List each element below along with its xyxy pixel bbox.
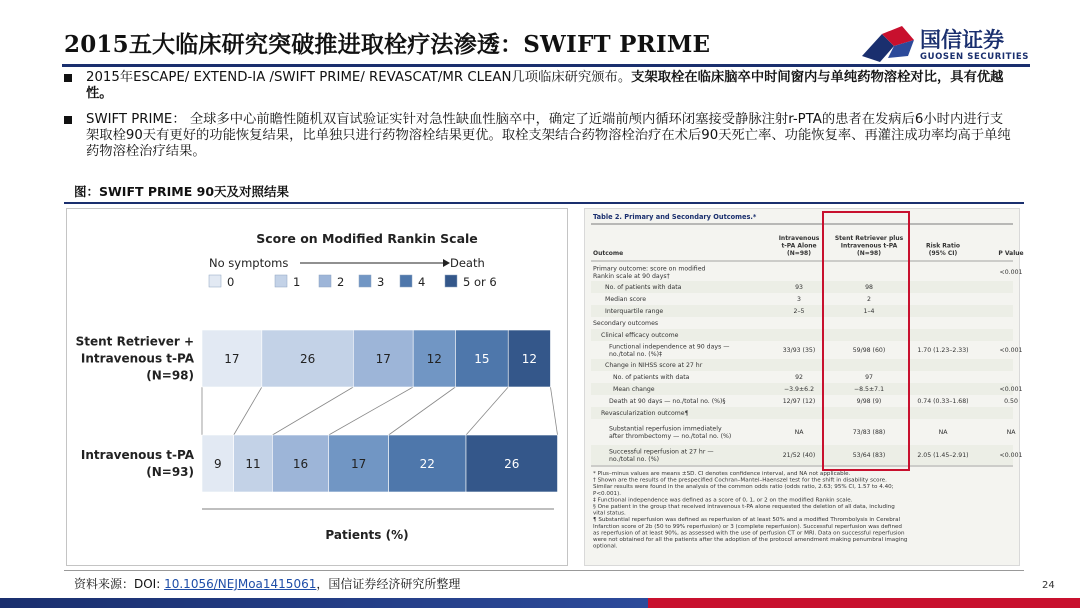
table-cell-12-0-0: Substantial reperfusion immediately: [609, 425, 722, 433]
table-header-0-0: Outcome: [593, 250, 624, 257]
table-cell-6-1: 33/93 (35): [782, 347, 816, 355]
category-label-0-0: Stent Retriever +: [75, 334, 194, 349]
connector-line-4: [389, 387, 456, 435]
bar-value-label-1-1: 11: [245, 457, 261, 471]
bar-value-label-1-0: 9: [214, 457, 222, 471]
table-header-3-1: (95% CI): [928, 250, 958, 257]
scale-right-label: Death: [450, 256, 485, 270]
table-footnote-4-2: as reperfusion of at least 90%, as assessed with the use of perfusion CT or MRI. Data on successful reperfusion: [593, 530, 905, 537]
table-cell-1-2: 98: [865, 284, 873, 292]
legend-label-3: 3: [377, 275, 385, 289]
table-cell-10-2: 9/98 (9): [856, 398, 882, 406]
source-prefix: 资料来源：DOI:: [74, 577, 165, 591]
table-row-bg-2: [591, 293, 1013, 305]
legend-swatch-0: [209, 275, 221, 287]
legend-label-2: 2: [337, 275, 345, 289]
table-header-1-2: (N=98): [787, 250, 811, 257]
table-cell-0-4: <0.001: [999, 269, 1023, 277]
table-cell-3-0-0: Interquartile range: [605, 308, 664, 316]
legend-label-0: 0: [227, 275, 235, 289]
table-header-1-0: Intravenous: [778, 235, 820, 242]
bullet-square-icon: [64, 74, 72, 82]
connector-line-6: [550, 387, 557, 435]
bar-value-label-0-3: 12: [426, 352, 442, 366]
table-cell-2-2: 2: [867, 296, 871, 304]
table-header-1-1: t-PA Alone: [781, 242, 817, 250]
table-cell-12-2: 73/83 (88): [852, 429, 886, 437]
logo-en-text: GUOSEN SECURITIES: [920, 52, 1029, 62]
table-cell-10-3: 0.74 (0.33–1.68): [917, 398, 969, 406]
table-cell-0-0-1: Rankin scale at 90 days†: [593, 273, 670, 280]
table-cell-12-1: NA: [794, 429, 804, 437]
page-title: 2015五大临床研究突破推进取栓疗法渗透：SWIFT PRIME: [64, 31, 711, 58]
legend-swatch-3: [359, 275, 371, 287]
table-cell-4-0-0: Secondary outcomes: [593, 320, 659, 328]
table-footnote-3-0: § One patient in the group that received intravenous t-PA alone requested the deletion of all data, including: [593, 504, 895, 510]
table-cell-1-0-0: No. of patients with data: [605, 284, 682, 292]
table-cell-3-1: 2–5: [793, 308, 805, 316]
table-cell-9-2: −8.5±7.1: [853, 386, 885, 394]
table-cell-10-4: 0.50: [1004, 398, 1018, 406]
table-footnote-0-0: * Plus–minus values are means ±SD. CI denotes confidence interval, and NA not applicable.: [593, 471, 851, 477]
doi-link[interactable]: 10.1056/NEJMoa1415061: [164, 577, 317, 591]
category-label-1-1: (N=93): [146, 465, 194, 479]
table-cell-10-1: 12/97 (12): [782, 398, 816, 406]
table-cell-8-1: 92: [795, 374, 803, 382]
category-label-1-0: Intravenous t-PA: [80, 448, 194, 462]
table-cell-13-0-1: no./total no. (%): [609, 456, 660, 463]
table-cell-2-1: 3: [797, 296, 801, 304]
table-cell-13-0-0: Successful reperfusion at 27 hr —: [609, 448, 714, 456]
table-cell-9-1: −3.9±6.2: [783, 386, 815, 394]
table-cell-12-3: NA: [938, 429, 948, 437]
table-cell-6-0-0: Functional independence at 90 days —: [609, 343, 730, 351]
table-cell-8-2: 97: [865, 374, 873, 382]
scale-arrow-head: [443, 259, 450, 267]
table-header-2-1: Intravenous t-PA: [840, 242, 898, 250]
table-footnote-4-1: Infarction score of 2b (50 to 99% reperfusion) or 3 (complete reperfusion). Successful reperfusion was defined: [593, 523, 902, 530]
table-header-3-0: Risk Ratio: [925, 242, 961, 250]
source-note: [74, 575, 460, 592]
bar-value-label-0-0: 17: [224, 352, 240, 366]
table-cell-8-0-0: No. of patients with data: [613, 374, 690, 382]
bar-value-label-0-5: 12: [521, 352, 538, 366]
bar-value-label-1-2: 16: [292, 457, 309, 471]
table-header-4-0: P Value: [998, 250, 1024, 257]
table-footnote-2-0: ‡ Functional independence was defined as a score of 0, 1, or 2 on the modified Rankin scale.: [593, 497, 853, 504]
legend-label-5: 5 or 6: [463, 275, 497, 289]
table-cell-9-4: <0.001: [999, 386, 1023, 394]
bullet-1-text: 2015年ESCAPE/ EXTEND-IA /SWIFT PRIME/ REVASCAT/MR CLEAN几项临床研究颁布。: [86, 70, 632, 85]
table-footnote-4-3: were not obtained for all the patients after the adoption of the protocol amendment making penumbral imaging: [593, 537, 908, 543]
table-cell-10-0-0: Death at 90 days — no./total no. (%)§: [609, 398, 726, 406]
bullet-2: [64, 112, 1014, 164]
bullet-2-text: SWIFT PRIME： 全球多中心前瞻性随机双盲试验证实针对急性缺血性脑卒中，确定了近端前颅内循环闭塞接受静脉注射r-PTA的患者在发病后6小时内进行支架取栓90天有更好的功能恢复结果，比单独只进行药物溶栓结果更优。取栓支架结合药物溶栓治疗在术后90天死亡率、功能恢复率、再灌注成功率均高于单纯药物溶栓治疗结果。: [86, 112, 1011, 159]
bullet-1: [64, 70, 1014, 104]
table-caption: Table 2. Primary and Secondary Outcomes.*: [593, 213, 757, 221]
table-cell-13-1: 21/52 (40): [782, 452, 816, 460]
outcomes-table: [585, 209, 1024, 565]
bar-value-label-1-5: 26: [504, 457, 520, 471]
footer-bar: [0, 598, 1080, 608]
table-cell-3-2: 1–4: [863, 308, 875, 316]
category-label-0-1: Intravenous t-PA: [80, 351, 194, 366]
table-cell-6-3: 1.70 (1.23–2.33): [917, 347, 969, 355]
mrs-stacked-bar-chart: [67, 209, 567, 565]
table-cell-6-0-1: no./total no. (%)‡: [609, 351, 663, 358]
connector-line-1: [234, 387, 262, 435]
page-number: 24: [1042, 580, 1055, 591]
bullet-square-icon: [64, 116, 72, 124]
table-cell-1-1: 93: [795, 284, 803, 292]
table-footnote-3-1: vital status.: [593, 510, 626, 517]
table-cell-12-4: NA: [1006, 429, 1016, 437]
figure-divider: [64, 202, 1024, 204]
source-suffix: ，国信证券经济研究所整理: [316, 577, 461, 591]
table-cell-5-0-0: Clinical efficacy outcome: [601, 332, 679, 340]
bar-value-label-1-4: 22: [419, 457, 435, 471]
table-cell-13-2: 53/64 (83): [852, 452, 886, 460]
outcomes-table-panel: [584, 208, 1024, 566]
table-cell-12-0-1: after thrombectomy — no./total no. (%): [609, 433, 732, 440]
table-cell-6-4: <0.001: [999, 347, 1023, 355]
x-axis-label: Patients (%): [325, 528, 409, 542]
connector-line-5: [466, 387, 508, 435]
table-cell-11-0-0: Revascularization outcome¶: [601, 410, 689, 418]
bar-value-label-1-3: 17: [350, 457, 367, 471]
table-cell-6-2: 59/98 (60): [852, 347, 886, 355]
bar-value-label-0-1: 26: [299, 352, 316, 366]
legend-label-1: 1: [293, 275, 301, 289]
legend-swatch-5: [445, 275, 457, 287]
bullet-1-strong: 支架取栓在临床脑卒中时间窗内与单纯药物溶栓对比，具有优越性。: [86, 70, 1004, 101]
category-label-0-2: (N=98): [146, 368, 194, 383]
table-footnote-1-0: † Shown are the results of the prespecified Cochran–Mantel–Haenszel test for the shift in disability score.: [593, 477, 887, 484]
legend-swatch-1: [275, 275, 287, 287]
table-header-2-2: (N=98): [857, 250, 881, 257]
chart-title: Score on Modified Rankin Scale: [256, 231, 478, 246]
table-cell-9-0-0: Mean change: [613, 386, 655, 394]
table-footnote-4-0: ¶ Substantial reperfusion was defined as reperfusion of at least 50% and a modified Thrombolysis in Cerebral: [593, 517, 901, 524]
mrs-chart-panel: [66, 208, 568, 566]
scale-left-label: No symptoms: [209, 256, 289, 270]
table-footnote-1-1: Similar results were found in the analysis of the common odds ratio (odds ratio, 2.63; 95% CI, 1.57 to 4.40;: [593, 484, 894, 491]
table-cell-13-4: <0.001: [999, 452, 1023, 460]
figure-label: 图：SWIFT PRIME 90天及对照结果: [74, 184, 290, 199]
table-footnote-1-2: P<0.001).: [593, 490, 622, 497]
legend-swatch-2: [319, 275, 331, 287]
table-cell-2-0-0: Median score: [605, 296, 647, 304]
source-divider: [64, 570, 1024, 571]
bar-value-label-0-4: 15: [474, 352, 490, 366]
table-header-2-0: Stent Retriever plus: [834, 235, 904, 242]
legend-label-4: 4: [418, 275, 426, 289]
table-cell-13-3: 2.05 (1.45–2.91): [917, 452, 969, 460]
logo-cn-text: 国信证券: [920, 28, 1004, 52]
table-cell-0-0-0: Primary outcome: score on modified: [593, 265, 706, 273]
table-cell-7-0-0: Change in NIHSS score at 27 hr: [605, 362, 703, 370]
table-footnote-4-4: optional.: [593, 543, 618, 550]
bar-value-label-0-2: 17: [375, 352, 391, 366]
legend-swatch-4: [400, 275, 412, 287]
